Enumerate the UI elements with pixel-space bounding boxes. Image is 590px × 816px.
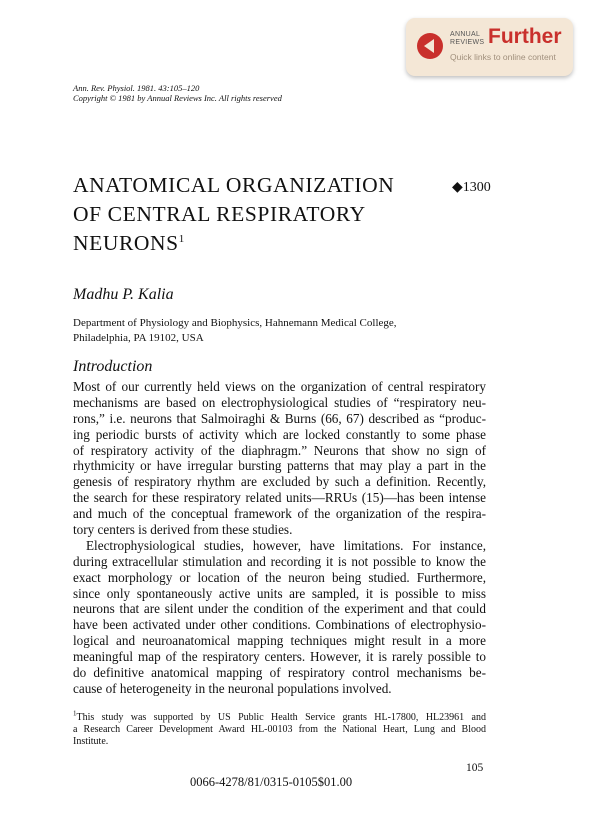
journal-citation: Ann. Rev. Physiol. 1981. 43:105–120 [73, 83, 200, 93]
title-line [73, 229, 418, 258]
footnote-text: This study was supported by US Public Health Service grants HL-17800, HL23961 and [76, 712, 486, 723]
annual-reviews-logo-icon [417, 33, 443, 59]
body-line: rons,” i.e. neurons that Salmoiraghi & Burns (66, 67) described as “produc- [73, 410, 486, 426]
body-line: exact morphology or location of the neuron being studied. Furthermore, [73, 569, 486, 585]
title-footnote-mark: 1 [178, 232, 185, 245]
body-line: neurons that are silent under the condition of the experiment and that could [73, 601, 486, 617]
annual-label: ANNUAL [450, 31, 481, 38]
title-line-text: NEURONS [73, 231, 179, 255]
footnote-mark: 1 [73, 709, 77, 718]
affiliation-line: Philadelphia, PA 19102, USA [73, 332, 204, 344]
body-line: tory centers is derived from these studies. [73, 522, 293, 538]
body-line: of respiratory activity of the diaphragm.” Neurons that show no sign of [73, 442, 486, 458]
body-line: the search for these respiratory related units—RRUs (15)—has been intense [73, 490, 486, 506]
body-line: have been activated under other conditions. Combinations of electrophysio- [73, 617, 486, 633]
article-title [73, 171, 418, 258]
body-line: ing periodic bursts of activity which are locked constantly to some phase [73, 426, 486, 442]
reviews-label: REVIEWS [450, 39, 485, 46]
body-line: mechanisms are based on electrophysiological studies of “respiratory neu- [73, 394, 486, 410]
title-line: OF CENTRAL RESPIRATORY [73, 202, 366, 226]
annual-reviews-wordmark [450, 31, 484, 47]
body-line: during extracellular stimulation and recording it is not possible to know the [73, 553, 486, 569]
author-name: Madhu P. Kalia [73, 286, 174, 303]
page-number: 105 [466, 762, 484, 774]
further-label[interactable]: Further [488, 25, 562, 48]
price-code: 0066-4278/81/0315-0105$01.00 [190, 775, 353, 789]
affiliation-line: Department of Physiology and Biophysics, Hahnemann Medical College, [73, 317, 397, 329]
body-line: Most of our currently held views on the organization of central respiratory [73, 379, 486, 394]
title-line: ANATOMICAL ORGANIZATION [73, 173, 395, 197]
body-text [73, 379, 486, 697]
copyright-notice: Copyright © 1981 by Annual Reviews Inc. All rights reserved [73, 93, 282, 103]
body-line: rhythmicity or have irregular bursting patterns that may play a part in the [73, 458, 486, 474]
body-line: genesis of respiratory rhythm are excluded by such a definition. Recently, [73, 474, 486, 490]
footnote-line: Institute. [73, 736, 109, 747]
body-line: since only spontaneously active units are sampled, it is possible to miss [73, 585, 486, 601]
footnote-line [73, 709, 486, 725]
body-line: meaningful map of the respiratory centers. However, it is rarely possible to [73, 649, 486, 665]
body-line: cause of heterogeneity in the neuronal populations involved. [73, 680, 392, 696]
body-line: logical and neuroanatomical mapping techniques might result in a more [73, 633, 486, 649]
footnote-line: a Research Career Development Award HL-00103 from the National Heart, Lung and Blood [73, 724, 486, 735]
article-code: ◆1300 [452, 180, 491, 195]
section-heading: Introduction [73, 358, 153, 375]
body-line: Electrophysiological studies, however, have limitations. For instance, [86, 537, 486, 553]
body-line: do definitive anatomical mapping of respiratory control mechanisms be- [73, 665, 486, 681]
further-badge[interactable] [406, 18, 573, 76]
body-line: and much of the conceptual framework of the organization of the respira- [73, 506, 486, 522]
further-tagline: Quick links to online content [450, 52, 556, 62]
